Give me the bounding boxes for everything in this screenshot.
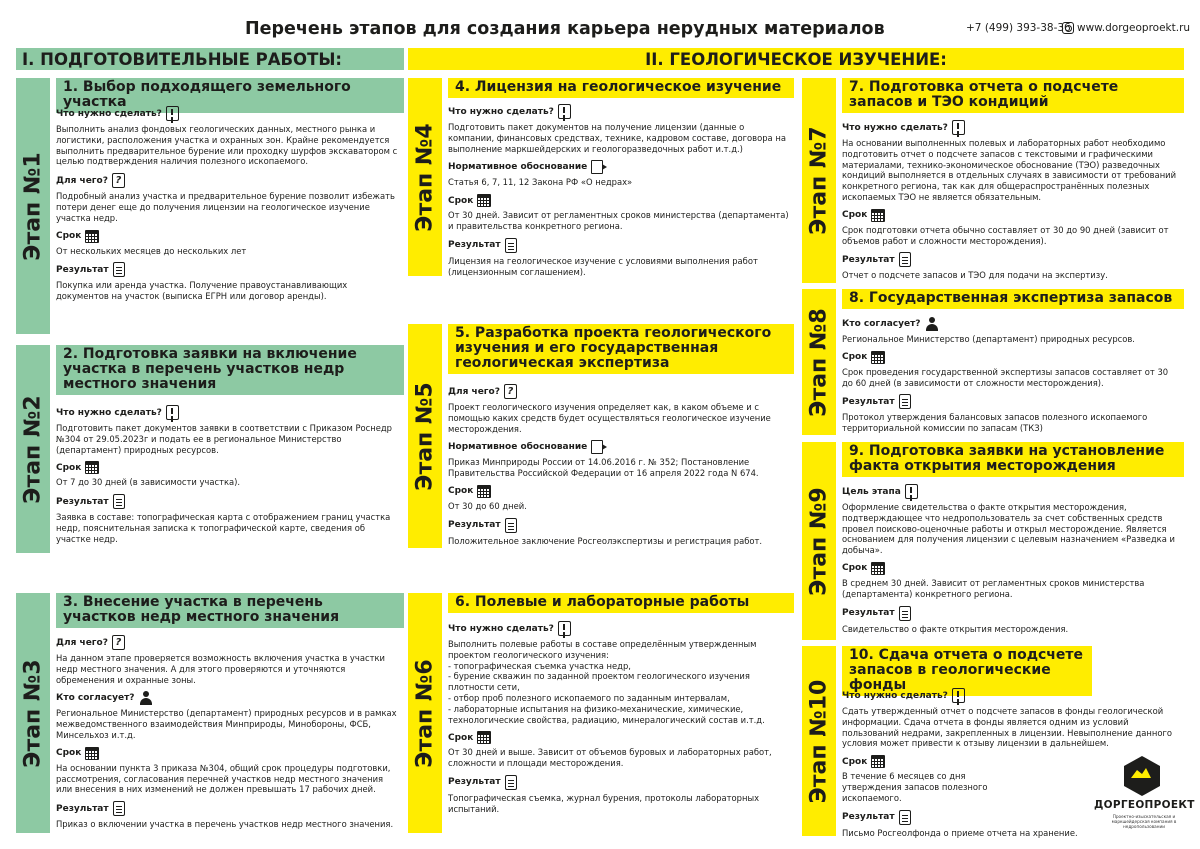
document-icon (899, 606, 911, 621)
exclamation-icon (166, 405, 179, 420)
stage-8-label-who: Кто согласует? (842, 317, 1180, 331)
calendar-icon (871, 209, 885, 222)
stage-1-side-label: Этап №1 (16, 78, 50, 334)
stage-8-card (802, 289, 1184, 435)
page-title: Перечень этапов для создания карьера нерудных материалов (245, 19, 885, 39)
document-icon (113, 801, 125, 816)
stage-8-label-term: Срок (842, 351, 1180, 364)
stage-1-label-term: Срок (56, 230, 400, 243)
stage-4-label-todo: Что нужно сделать? (448, 104, 790, 119)
stage-6-card (408, 593, 794, 833)
calendar-icon (85, 230, 99, 243)
stage-2-label-todo: Что нужно сделать? (56, 405, 400, 420)
stage-7-title: 7. Подготовка отчета о подсчете запасов и ТЭО кондиций (842, 78, 1184, 113)
stage-5-text-why: Проект геологического изучения определяет как, в каком объеме и с помощью каких средств будет осуществляться геологическое изучение месторождения. (448, 402, 771, 434)
exclamation-icon (952, 688, 965, 703)
calendar-icon (871, 755, 885, 768)
stage-8-title: 8. Государственная экспертиза запасов (842, 289, 1184, 309)
stage-6-list-item: - бурение скважин по заданной проектом геологического изучения плотности сети, (448, 671, 750, 693)
phone-number[interactable]: +7 (499) 393-38-36 (966, 22, 1071, 34)
stage-4-text-todo: Подготовить пакет документов на получение лицензии (данные о компании, финансовых средствах, технике, кадровом составе, договора на выполнение маркшейдерских и геологоразведочных работ и.т.д.) (448, 122, 786, 154)
stage-6-list-item: - отбор проб полезного ископаемого по заданным интервалам, (448, 692, 730, 703)
document-icon (899, 810, 911, 825)
stage-4-label-result: Результат (448, 238, 790, 253)
calendar-icon (477, 194, 491, 207)
website-link[interactable] (1062, 22, 1190, 34)
stage-6-title: 6. Полевые и лабораторные работы (448, 593, 794, 613)
instagram-icon (1062, 22, 1074, 34)
stage-4-text-law: Статья 6, 7, 11, 12 Закона РФ «О недрах» (448, 177, 633, 188)
section-1-banner: I. ПОДГОТОВИТЕЛЬНЫЕ РАБОТЫ: (16, 48, 404, 70)
stage-1-text-result: Покупка или аренда участка. Получение правоустанавливающих документов на участок (выписка ЕГРН или договор аренды). (56, 280, 348, 302)
stage-3-side-label: Этап №3 (16, 593, 50, 833)
website-url[interactable]: www.dorgeoproekt.ru (1077, 22, 1191, 34)
calendar-icon (85, 461, 99, 474)
stage-9-text-result: Свидетельство о факте открытия месторождения. (842, 623, 1069, 634)
stage-6-list-item: - лабораторные испытания на физико-механические, химические, технологические свойства, радиацию, минералогический состав и.т.д. (448, 703, 765, 725)
stage-3-text-why: На данном этапе проверяется возможность включения участка в участки недр местного значения. А для этого проверяются и уточняются обременения и охранные зоны. (56, 653, 385, 685)
exclamation-icon (905, 484, 918, 499)
stage-10-label-todo: Что нужно сделать? (842, 688, 1180, 703)
question-icon (112, 635, 125, 650)
person-icon (139, 691, 153, 705)
stage-6-list-item: - топографическая съемка участка недр, (448, 660, 631, 671)
stage-5-label-term: Срок (448, 485, 790, 498)
stage-3-card (16, 593, 404, 833)
exclamation-icon (558, 104, 571, 119)
stage-7-text-term: Срок подготовки отчета обычно составляет от 30 до 90 дней (зависит от объемов работ и сложности месторождения). (842, 224, 1169, 246)
stage-9-label-result: Результат (842, 606, 1180, 621)
stage-6-side-label: Этап №6 (408, 593, 442, 833)
stage-7-label-result: Результат (842, 252, 1180, 267)
stage-6-text-term: От 30 дней и выше. Зависит от объемов буровых и лабораторных работ, сложности и площади месторождения. (448, 747, 772, 769)
calendar-icon (477, 485, 491, 498)
stage-1-title: 1. Выбор подходящего земельного участка (56, 78, 404, 113)
stage-4-label-law: Нормативное обоснование (448, 160, 790, 174)
stage-9-label-goal: Цель этапа (842, 484, 1180, 499)
stage-10-text-todo: Сдать утвержденный отчет о подсчете запасов в фонды геологической информации. Сдача отчета в фонды является одним из условий пользований недрами, закрепленных в лицензии. Невыполнение данного условия может привести к отзыву лицензии в дальнейшем. (842, 706, 1173, 749)
person-icon (925, 317, 939, 331)
stage-9-text-term: В среднем 30 дней. Зависит от регламентных сроков министерства (департамента) конкретного региона. (842, 577, 1145, 599)
stage-8-text-term: Срок проведения государственной экспертизы запасов составляет от 30 до 60 дней (в зависимости от сложности месторождения). (842, 366, 1169, 388)
document-icon (899, 252, 911, 267)
stage-1-card (16, 78, 404, 334)
document-icon (505, 238, 517, 253)
stage-10-label-term: Срок (842, 755, 1180, 768)
stage-1-text-why: Подробный анализ участка и предварительное бурение позволит избежать потери денег еще до получения лицензии на геологическое изучение участка недр. (56, 191, 395, 223)
stage-8-label-result: Результат (842, 394, 1180, 409)
stage-7-side-label: Этап №7 (802, 78, 836, 283)
stage-7-card (802, 78, 1184, 283)
stage-5-label-law: Нормативное обоснование (448, 440, 790, 454)
stage-5-title: 5. Разработка проекта геологического изучения и его государственная геологическая экспертиза (448, 324, 794, 374)
logo-mountain-icon (1124, 756, 1160, 796)
stage-3-label-why: Для чего? ? (56, 635, 400, 650)
document-icon (899, 394, 911, 409)
stage-9-card (802, 442, 1184, 640)
stage-7-label-term: Срок (842, 209, 1180, 222)
stage-2-text-todo: Подготовить пакет документов заявки в соответствии с Приказом Роснедр №304 от 29.05.2023г и подать ее в региональное Министерство (департамент) природных ресурсов. (56, 423, 393, 455)
stage-8-side-label: Этап №8 (802, 289, 836, 435)
stage-6-label-result: Результат (448, 775, 790, 790)
question-icon (504, 384, 517, 399)
stage-4-text-result: Лицензия на геологическое изучение с условиями выполнения работ (лицензионным соглашением). (448, 255, 758, 277)
stage-10-text-result: Письмо Росгеолфонда о приеме отчета на хранение. (842, 827, 1078, 838)
stage-10-text-term: В течение 6 месяцев со дня утверждения запасов полезного ископаемого. (842, 771, 988, 803)
stage-3-label-term: Срок (56, 747, 400, 760)
stage-10-title: 10. Сдача отчета о подсчете запасов в геологические фонды (842, 646, 1092, 696)
stage-2-text-result: Заявка в составе: топографическая карта с отображением границ участка недр, пояснительная записка к топографической карте, сведения об участке недр. (56, 512, 391, 544)
stage-9-side-label: Этап №9 (802, 442, 836, 640)
document-icon (505, 775, 517, 790)
stage-4-side-label: Этап №4 (408, 78, 442, 276)
company-logo (1094, 756, 1194, 836)
exclamation-icon (558, 621, 571, 636)
calendar-icon (871, 562, 885, 575)
stage-1-text-todo: Выполнить анализ фондовых геологических данных, местного рынка и логистики, расположения участка и охранных зон. Крайне рекомендуется выполнить предварительное бурение или проходку шурфов экскаватором с целью подтверждения наличия полезного ископаемого. (56, 124, 398, 167)
stage-10-label-result: Результат (842, 810, 1180, 825)
stage-2-card (16, 345, 404, 553)
stage-2-text-term: От 7 до 30 дней (в зависимости участка). (56, 477, 241, 488)
stage-1-label-result: Результат (56, 262, 400, 277)
stage-7-label-todo: Что нужно сделать? (842, 120, 1180, 135)
question-icon (112, 173, 125, 188)
stage-1-text-term: От нескольких месяцев до нескольких лет (56, 245, 247, 256)
stage-6-label-term: Срок (448, 731, 790, 744)
stage-9-title: 9. Подготовка заявки на установление факта открытия месторождения (842, 442, 1184, 477)
document-icon (505, 518, 517, 533)
stage-3-label-who: Кто согласует? (56, 691, 400, 705)
stage-5-label-why: Для чего? ? (448, 384, 790, 399)
exclamation-icon (166, 106, 179, 121)
legal-document-icon (591, 160, 603, 174)
stage-2-title: 2. Подготовка заявки на включение участка в перечень участков недр местного значения (56, 345, 404, 395)
stage-3-label-result: Результат (56, 801, 400, 816)
section-2-banner: II. ГЕОЛОГИЧЕСКОЕ ИЗУЧЕНИЕ: (408, 48, 1184, 70)
stage-7-text-result: Отчет о подсчете запасов и ТЭО для подачи на экспертизу. (842, 270, 1108, 281)
document-icon (113, 262, 125, 277)
stage-3-title: 3. Внесение участка в перечень участков недр местного значения (56, 593, 404, 628)
stage-5-side-label: Этап №5 (408, 324, 442, 548)
stage-3-text-result: Приказ о включении участка в перечень участков недр местного значения. (56, 819, 394, 830)
stage-5-label-result: Результат (448, 518, 790, 533)
stage-5-card (408, 324, 794, 548)
stage-4-title: 4. Лицензия на геологическое изучение (448, 78, 794, 98)
stage-5-text-term: От 30 до 60 дней. (448, 500, 527, 511)
stage-5-text-result: Положительное заключение Росгеолэкспертизы и регистрация работ. (448, 535, 763, 546)
stage-7-text-todo: На основании выполненных полевых и лабораторных работ необходимо подготовить отчет о подсчете запасов с текстовыми и графическими материалами, технико-экономическое обоснование (ТЭО) разведочных кондиций выполняется в отдельных случаях в зависимости от требований конкретного региона, так как для общераспространённых полезных ископаемых ТЭО не является обязательным. (842, 138, 1177, 202)
stage-10-side-label: Этап №10 (802, 646, 836, 836)
stage-1-label-why: Для чего? ? (56, 173, 400, 188)
stage-5-text-law: Приказ Минприроды России от 14.06.2016 г. № 352; Постановление Правительства Российской Федерации от 16 апреля 2022 года N 674. (448, 457, 759, 479)
stage-6-label-todo: Что нужно сделать? (448, 621, 790, 636)
stage-6-text-result: Топографическая съемка, журнал бурения, протоколы лабораторных испытаний. (448, 792, 760, 814)
stage-4-text-term: От 30 дней. Зависит от регламентных сроков министерства (департамента) и правительства конкретного региона. (448, 210, 789, 231)
document-icon (113, 494, 125, 509)
stage-8-text-result: Протокол утверждения балансовых запасов полезного ископаемого территориальной комиссии по запасам (ТКЗ) (842, 412, 1148, 434)
logo-name: ДОРГЕОПРОЕКТ (1094, 799, 1195, 811)
stage-6-text-todo: Выполнить полевые работы в составе определённым утвержденным проектом геологического изучения: (448, 639, 757, 660)
logo-tagline: Проектно-изыскательская и маркшейдерская компания в недропользовании (1111, 814, 1177, 829)
legal-document-icon (591, 440, 603, 454)
stage-9-text-goal: Оформление свидетельства о факте открытия месторождения, подтверждающее что недропользователь за счет собственных средств провел поисково-оценочные работы и открыл месторождение. Является основанием для получения лицензии с целевым назначением «Разведка и добыча». (842, 502, 1175, 556)
exclamation-icon (952, 120, 965, 135)
stage-3-text-term: На основании пункта 3 приказа №304, общий срок процедуры подготовки, рассмотрения, согласования перечней участков недр местного значения или внесения в них изменений не должен превышать 17 рабочих дней. (56, 762, 391, 795)
stage-8-text-who: Региональное Министерство (департамент) природных ресурсов. (842, 334, 1135, 344)
calendar-icon (871, 351, 885, 364)
stage-3-text-who: Региональное Министерство (департамент) природных ресурсов и в рамках межведомственного взаимодействия Минприроды, Минобороны, ФСБ, Минсельхоз и.т.д. (56, 708, 397, 740)
stage-2-side-label: Этап №2 (16, 345, 50, 553)
stage-1-label-todo: Что нужно сделать? (56, 106, 400, 121)
stage-9-label-term: Срок (842, 562, 1180, 575)
stage-2-label-term: Срок (56, 461, 400, 474)
stage-4-card (408, 78, 794, 276)
stage-2-label-result: Результат (56, 494, 400, 509)
calendar-icon (85, 747, 99, 760)
calendar-icon (477, 731, 491, 744)
stage-4-label-term: Срок (448, 194, 790, 207)
